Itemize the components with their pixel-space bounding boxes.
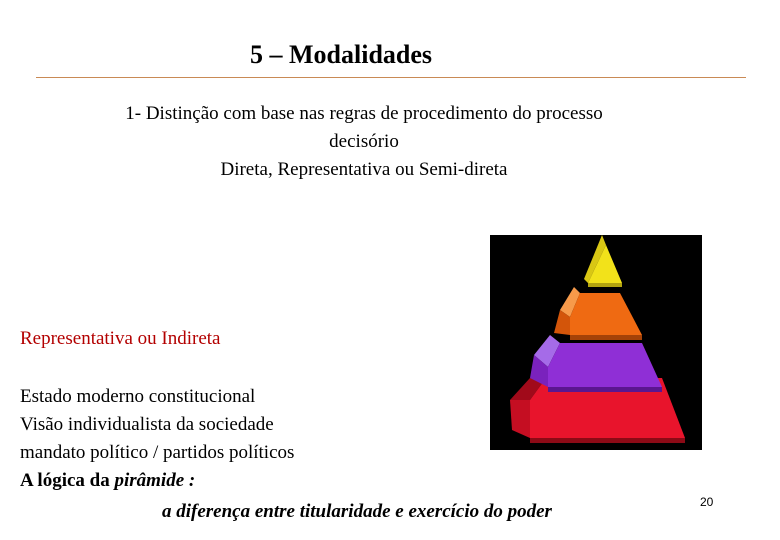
body-line-2: Visão individualista da sociedade <box>20 414 274 435</box>
logic-line <box>20 467 294 495</box>
body-line-3: mandato político / partidos políticos <box>20 442 295 463</box>
pyramid-layer-third <box>530 335 662 392</box>
subtitle-line-1: 1- Distinção com base nas regras de procedimento do processo <box>125 103 603 124</box>
pyramid-image <box>490 235 702 450</box>
slide-title: 5 – Modalidades <box>250 40 433 69</box>
logic-emphasis: pirâmide : <box>114 470 196 491</box>
conclusion-line: a diferença entre titularidade e exercício do poder <box>162 501 552 522</box>
logic-prefix: A lógica da <box>20 470 115 491</box>
subtitle-line-2: decisório <box>329 131 399 152</box>
body-text <box>20 383 294 495</box>
page-number: 20 <box>700 495 714 509</box>
subtitle-block <box>30 100 698 184</box>
title-divider <box>36 77 746 78</box>
subtitle-line-3: Direta, Representativa ou Semi-direta <box>220 159 508 180</box>
body-line-1: Estado moderno constitucional <box>20 386 256 407</box>
section-heading: Representativa ou Indireta <box>20 328 221 349</box>
